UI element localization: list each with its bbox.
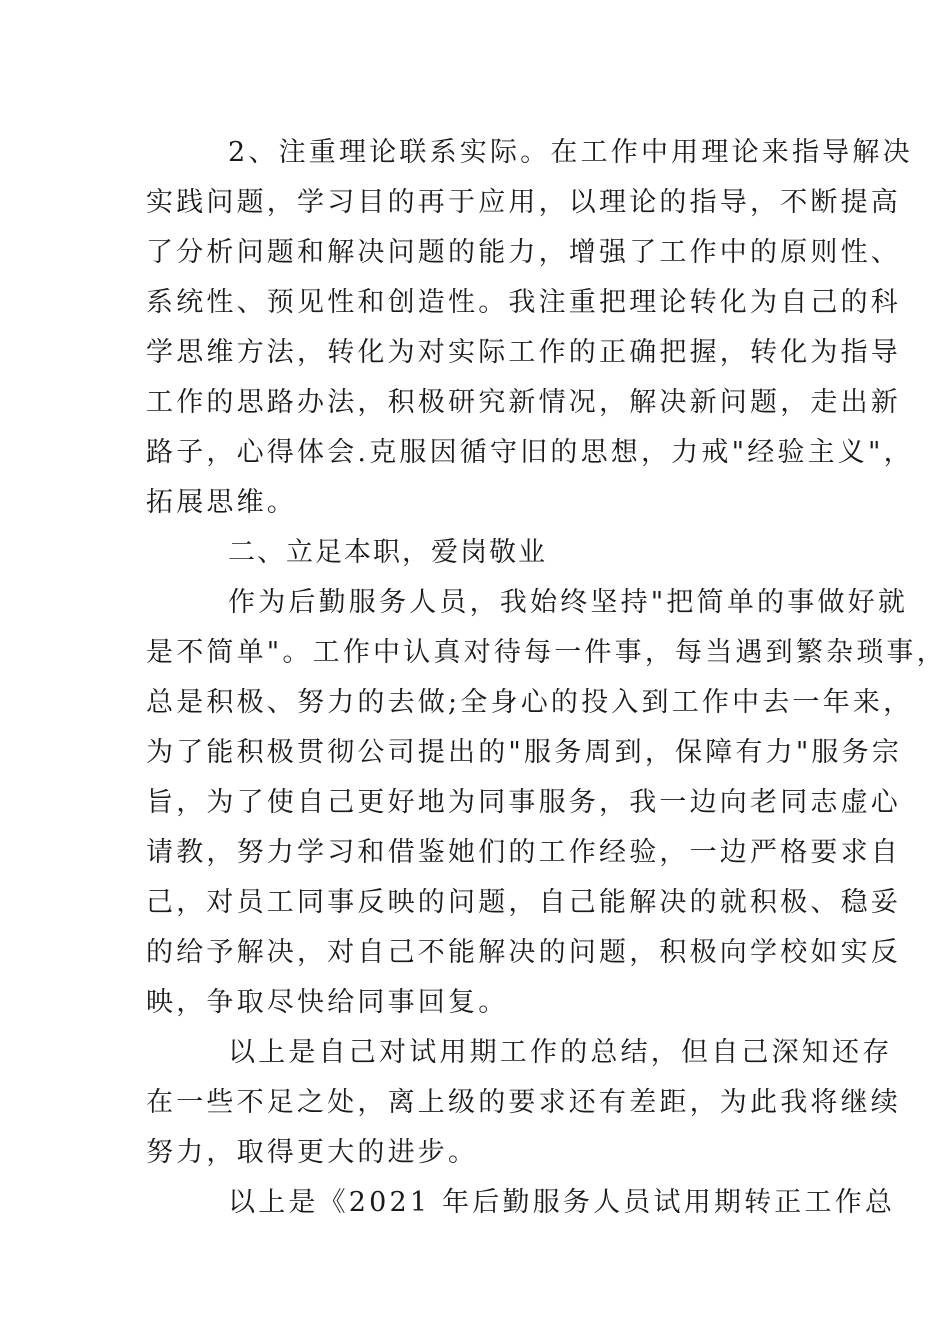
paragraph-line: 拓展思维。 bbox=[146, 487, 297, 518]
paragraph-line: 2、注重理论联系实际。在工作中用理论来指导解决 bbox=[228, 137, 913, 168]
paragraph-line: 了分析问题和解决问题的能力，增强了工作中的原则性、 bbox=[146, 237, 901, 268]
paragraph-line: 作为后勤服务人员，我始终坚持"把简单的事做好就 bbox=[228, 587, 909, 618]
paragraph-line: 总是积极、努力的去做;全身心的投入到工作中去一年来， bbox=[146, 687, 914, 718]
paragraph-line: 是不简单"。工作中认真对待每一件事，每当遇到繁杂琐事， bbox=[146, 637, 947, 668]
paragraph-line: 映，争取尽快给同事回复。 bbox=[146, 987, 509, 1018]
paragraph-line: 实践问题，学习目的再于应用，以理论的指导，不断提高 bbox=[146, 187, 901, 218]
paragraph-line: 路子，心得体会.克服因循守旧的思想，力戒"经验主义"， bbox=[146, 437, 914, 468]
paragraph-line: 请教，努力学习和借鉴她们的工作经验，一边严格要求自 bbox=[146, 837, 901, 868]
section-heading: 二、立足本职，爱岗敬业 bbox=[228, 537, 547, 568]
paragraph-line: 的给予解决，对自己不能解决的问题，积极向学校如实反 bbox=[146, 937, 901, 968]
paragraph-line: 以上是自己对试用期工作的总结，但自己深知还存 bbox=[228, 1037, 893, 1068]
paragraph-line: 在一些不足之处，离上级的要求还有差距，为此我将继续 bbox=[146, 1087, 901, 1118]
paragraph-line: 工作的思路办法，积极研究新情况，解决新问题，走出新 bbox=[146, 387, 901, 418]
paragraph-line: 以上是《2021 年后勤服务人员试用期转正工作总 bbox=[228, 1187, 896, 1218]
paragraph-line: 为了能积极贯彻公司提出的"服务周到，保障有力"服务宗 bbox=[146, 737, 903, 768]
paragraph-line: 努力，取得更大的进步。 bbox=[146, 1137, 479, 1168]
paragraph-line: 系统性、预见性和创造性。我注重把理论转化为自己的科 bbox=[146, 287, 901, 318]
paragraph-line: 己，对员工同事反映的问题，自己能解决的就积极、稳妥 bbox=[146, 887, 901, 918]
paragraph-line: 旨，为了使自己更好地为同事服务，我一边向老同志虚心 bbox=[146, 787, 901, 818]
paragraph-line: 学思维方法，转化为对实际工作的正确把握，转化为指导 bbox=[146, 337, 901, 368]
